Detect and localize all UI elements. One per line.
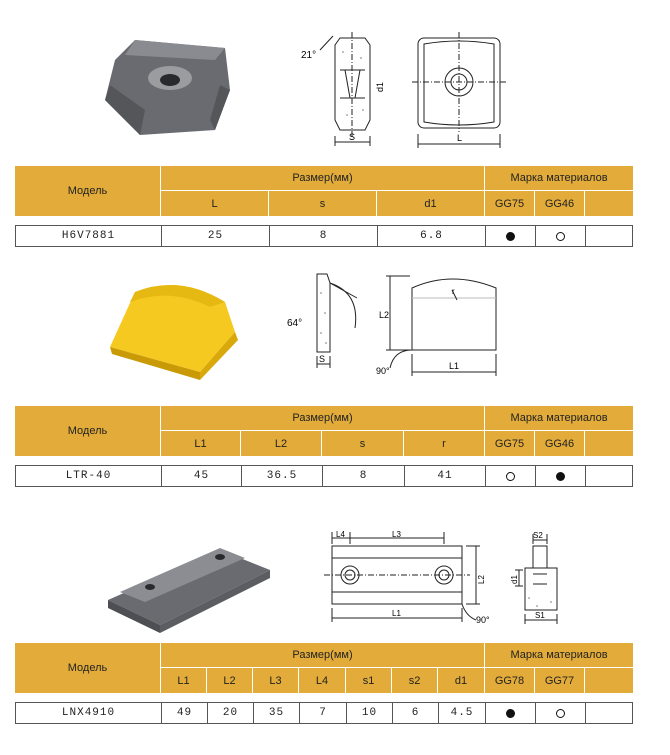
drawing-front-ltr40	[372, 268, 507, 380]
value-s: 8	[359, 470, 368, 482]
header-size: Размер(мм)	[292, 649, 353, 661]
col-l3: L3	[269, 674, 282, 687]
header-size: Размер(мм)	[292, 172, 353, 184]
header-material: Марка материалов	[510, 412, 608, 424]
model-name: LNX4910	[61, 707, 116, 719]
mark-filled	[556, 472, 565, 481]
value-s1: 10	[361, 707, 378, 719]
value-s2: 6	[411, 707, 420, 719]
l3-label: L3	[392, 530, 401, 539]
material-2: GG46	[544, 197, 575, 210]
model-name: H6V7881	[61, 230, 116, 242]
drawing-side-ltr40	[285, 268, 380, 378]
header-model: Модель	[67, 425, 108, 437]
table-row	[15, 465, 633, 487]
mark-filled	[506, 232, 515, 241]
drawing-side-lnx4910	[507, 528, 577, 628]
value-l4: 7	[319, 707, 327, 719]
value-l: 25	[207, 230, 224, 242]
col-r: r	[442, 437, 446, 450]
drawing-side-h6v7881	[295, 30, 395, 150]
drawing-top-lnx4910	[320, 528, 495, 628]
col-l4: L4	[315, 674, 329, 687]
mark-empty	[556, 232, 565, 241]
value-r: 41	[437, 470, 453, 482]
l1-label: L1	[449, 361, 460, 371]
mark-filled	[506, 709, 515, 718]
angle-label: 90°	[476, 615, 490, 625]
value-d1: 6.8	[420, 230, 443, 242]
insert-image-ltr40	[100, 272, 250, 382]
angle-label: 64°	[287, 318, 303, 329]
table-row	[15, 225, 633, 247]
value-d1: 4.5	[450, 707, 474, 719]
col-d1: d1	[454, 674, 468, 687]
l-label: L	[457, 133, 463, 143]
value-l1: 49	[176, 707, 193, 719]
header-size: Размер(мм)	[292, 412, 353, 424]
col-l: L	[211, 197, 218, 210]
angle-label: 90°	[376, 366, 390, 376]
mark-empty	[556, 709, 565, 718]
header-model: Модель	[67, 185, 108, 197]
s1-label: S1	[535, 611, 545, 620]
material-1: GG78	[494, 674, 525, 687]
col-s: s	[319, 197, 326, 210]
insert-image-h6v7881	[95, 30, 245, 145]
header-material: Марка материалов	[510, 172, 608, 184]
header-model: Модель	[67, 662, 108, 674]
mark-empty	[506, 472, 515, 481]
table-row	[15, 702, 633, 724]
l1-label: L1	[392, 609, 401, 618]
l2-label: L2	[477, 575, 486, 584]
angle-label: 21°	[301, 50, 317, 61]
col-s2: s2	[408, 674, 421, 687]
value-l3: 35	[268, 707, 285, 719]
col-l2: L2	[274, 437, 288, 450]
material-1: GG75	[494, 197, 525, 210]
s2-label: S2	[533, 531, 543, 540]
s-label: S	[349, 132, 356, 142]
spec-table-lnx4910	[15, 643, 633, 725]
r-label: r	[452, 287, 455, 296]
header-material: Марка материалов	[510, 649, 608, 661]
spec-table-ltr40	[15, 406, 633, 488]
material-1: GG75	[494, 437, 525, 450]
value-l1: 45	[193, 470, 210, 482]
col-l2: L2	[223, 674, 236, 687]
d1-label: d1	[510, 575, 519, 584]
spec-table-h6v7881	[15, 166, 633, 248]
material-2: GG77	[544, 674, 575, 687]
model-name: LTR-40	[65, 470, 112, 482]
drawing-front-h6v7881	[410, 30, 510, 155]
col-l1: L1	[194, 437, 207, 450]
l2-label: L2	[379, 310, 390, 320]
value-l2: 20	[222, 707, 239, 719]
material-2: GG46	[544, 437, 575, 450]
s-label: S	[319, 354, 326, 364]
col-d1: d1	[424, 197, 437, 210]
value-s: 8	[319, 230, 328, 242]
value-l2: 36.5	[266, 470, 298, 482]
l4-label: L4	[336, 530, 345, 539]
insert-image-lnx4910	[100, 530, 275, 635]
col-s1: s1	[362, 674, 375, 687]
col-s: s	[359, 437, 366, 450]
col-l1: L1	[177, 674, 190, 687]
d1-label: d1	[375, 81, 385, 92]
